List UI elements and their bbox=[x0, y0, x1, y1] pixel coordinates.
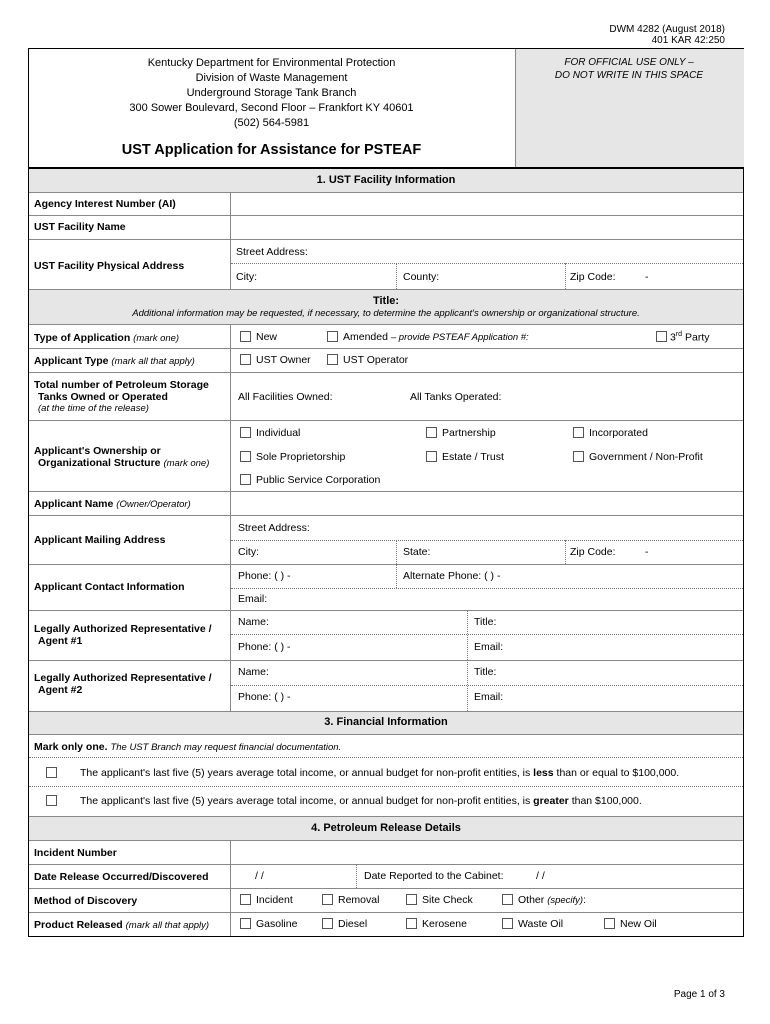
mailing-zip-field[interactable]: Zip Code: bbox=[570, 546, 616, 558]
product-released-label: Product Released (mark all that apply) bbox=[34, 919, 210, 931]
divider bbox=[231, 263, 743, 264]
divider bbox=[29, 610, 743, 611]
official-line: DO NOT WRITE IN THIS SPACE bbox=[554, 70, 704, 81]
date-reported-label: Date Reported to the Cabinet: bbox=[364, 870, 504, 882]
incident-checkbox[interactable] bbox=[240, 894, 251, 905]
section-4-title: 4. Petroleum Release Details bbox=[311, 822, 461, 834]
zip-dash: - bbox=[645, 546, 649, 558]
section-3-title: 3. Financial Information bbox=[324, 716, 448, 728]
applicant-type-label: Applicant Type (mark all that apply) bbox=[34, 355, 195, 367]
all-facilities-owned-field[interactable]: All Facilities Owned: bbox=[238, 391, 333, 403]
new-oil-label: New Oil bbox=[620, 918, 657, 930]
rep2-email-field[interactable]: Email: bbox=[474, 691, 504, 703]
contact-info-label: Applicant Contact Information bbox=[34, 581, 185, 593]
incorporated-label: Incorporated bbox=[589, 427, 648, 439]
gasoline-label: Gasoline bbox=[256, 918, 298, 930]
incident-label: Incident bbox=[256, 894, 293, 906]
form-id bbox=[609, 24, 725, 46]
page-number: Page 1 of 3 bbox=[673, 989, 725, 1000]
divider bbox=[29, 215, 743, 216]
ust-operator-checkbox[interactable] bbox=[327, 354, 338, 365]
date-occurred-label: Date Release Occurred/Discovered bbox=[34, 871, 209, 883]
facility-address-label: UST Facility Physical Address bbox=[34, 260, 185, 272]
email-field[interactable]: Email: bbox=[238, 593, 268, 605]
agency-line: 300 Sower Boulevard, Second Floor – Frankfort KY 40601 bbox=[129, 102, 414, 114]
divider bbox=[29, 372, 743, 373]
incident-number-label: Incident Number bbox=[34, 847, 117, 859]
section-2-title: Title: bbox=[372, 295, 400, 307]
date-reported-field[interactable]: / / bbox=[536, 870, 545, 882]
app-type-label: Type of Application (mark one) bbox=[34, 332, 180, 344]
divider bbox=[29, 888, 743, 889]
waste-oil-checkbox[interactable] bbox=[502, 918, 513, 929]
ai-field[interactable] bbox=[233, 194, 742, 213]
divider bbox=[396, 540, 397, 564]
divider bbox=[565, 263, 566, 289]
divider bbox=[29, 912, 743, 913]
rep2-title-field[interactable]: Title: bbox=[474, 666, 497, 678]
estate-trust-label: Estate / Trust bbox=[442, 451, 504, 463]
divider bbox=[396, 564, 397, 588]
divider bbox=[29, 420, 743, 421]
public-service-checkbox[interactable] bbox=[240, 474, 251, 485]
site-check-checkbox[interactable] bbox=[406, 894, 417, 905]
new-label: New bbox=[256, 331, 278, 343]
ust-operator-label: UST Operator bbox=[343, 354, 409, 366]
other-label: Other (specify): bbox=[518, 894, 587, 906]
divider bbox=[396, 263, 397, 289]
divider bbox=[29, 515, 743, 516]
applicant-name-label: Applicant Name (Owner/Operator) bbox=[34, 498, 191, 510]
income-greater-checkbox[interactable] bbox=[46, 795, 57, 806]
waste-oil-label: Waste Oil bbox=[518, 918, 564, 930]
divider bbox=[29, 757, 743, 758]
individual-checkbox[interactable] bbox=[240, 427, 251, 438]
partnership-label: Partnership bbox=[442, 427, 496, 439]
official-line: FOR OFFICIAL USE ONLY – bbox=[564, 57, 694, 68]
income-less-label: The applicant's last five (5) years average total income, or annual budget for non-profit entities, is less than or equal to $100,000. bbox=[80, 767, 680, 779]
rep1-email-field[interactable]: Email: bbox=[474, 641, 504, 653]
applicant-name-field[interactable] bbox=[233, 493, 742, 513]
method-label: Method of Discovery bbox=[34, 895, 138, 907]
kerosene-label: Kerosene bbox=[422, 918, 467, 930]
diesel-checkbox[interactable] bbox=[322, 918, 333, 929]
divider bbox=[29, 491, 743, 492]
rep2-phone-field[interactable]: Phone: ( ) - bbox=[238, 691, 291, 703]
gasoline-checkbox[interactable] bbox=[240, 918, 251, 929]
divider bbox=[230, 324, 231, 711]
incorporated-checkbox[interactable] bbox=[573, 427, 584, 438]
county-field[interactable]: County: bbox=[403, 271, 440, 283]
zip-field[interactable]: Zip Code: bbox=[570, 271, 616, 283]
government-label: Government / Non-Profit bbox=[589, 451, 703, 463]
individual-label: Individual bbox=[256, 427, 301, 439]
mailing-street-field[interactable]: Street Address: bbox=[238, 522, 310, 534]
divider bbox=[29, 564, 743, 565]
total-tanks-label: Total number of Petroleum Storage Tanks Owned or Operated (at the time of the release) bbox=[34, 379, 209, 414]
partnership-checkbox[interactable] bbox=[426, 427, 437, 438]
facility-name-field[interactable] bbox=[233, 217, 742, 237]
estate-trust-checkbox[interactable] bbox=[426, 451, 437, 462]
rep1-phone-field[interactable]: Phone: ( ) - bbox=[238, 641, 291, 653]
third-party-checkbox[interactable] bbox=[656, 331, 667, 342]
agency-line: Division of Waste Management bbox=[195, 72, 348, 84]
agency-block bbox=[29, 56, 514, 131]
income-less-checkbox[interactable] bbox=[46, 767, 57, 778]
divider bbox=[29, 786, 743, 787]
mailing-state-field[interactable]: State: bbox=[403, 546, 431, 558]
financial-instructions: Mark only one. The UST Branch may request financial documentation. bbox=[34, 741, 342, 753]
divider bbox=[231, 685, 743, 686]
government-checkbox[interactable] bbox=[573, 451, 584, 462]
agency-line: (502) 564-5981 bbox=[233, 117, 310, 129]
official-use-text bbox=[515, 56, 743, 82]
kerosene-checkbox[interactable] bbox=[406, 918, 417, 929]
removal-checkbox[interactable] bbox=[322, 894, 333, 905]
divider bbox=[29, 348, 743, 349]
ownership-label: Applicant's Ownership or Organizational Structure (mark one) bbox=[34, 445, 210, 469]
section-1-title: 1. UST Facility Information bbox=[316, 174, 456, 186]
city-field[interactable]: City: bbox=[236, 271, 257, 283]
mailing-city-field[interactable]: City: bbox=[238, 546, 259, 558]
ai-label: Agency Interest Number (AI) bbox=[34, 198, 176, 210]
amended-checkbox[interactable] bbox=[327, 331, 338, 342]
divider bbox=[29, 239, 743, 240]
divider bbox=[467, 610, 468, 660]
rep2-name-field[interactable]: Name: bbox=[238, 666, 269, 678]
facility-name-label: UST Facility Name bbox=[34, 221, 126, 233]
form-kar: 401 KAR 42:250 bbox=[651, 35, 725, 46]
rep1-label: Legally Authorized Representative / Agent #1 bbox=[34, 623, 212, 647]
date-occurred-field[interactable]: / / bbox=[255, 870, 264, 882]
public-service-label: Public Service Corporation bbox=[256, 474, 381, 486]
incident-number-field[interactable] bbox=[233, 842, 742, 862]
sole-proprietorship-label: Sole Proprietorship bbox=[256, 451, 346, 463]
phone-field[interactable]: Phone: ( ) - bbox=[238, 570, 291, 582]
other-checkbox[interactable] bbox=[502, 894, 513, 905]
divider bbox=[230, 192, 231, 289]
divider bbox=[231, 540, 743, 541]
income-greater-label: The applicant's last five (5) years average total income, or annual budget for non-profit entities, is greater than $100,000. bbox=[80, 795, 642, 807]
divider bbox=[231, 634, 743, 635]
sole-proprietorship-checkbox[interactable] bbox=[240, 451, 251, 462]
alt-phone-field[interactable]: Alternate Phone: ( ) - bbox=[403, 570, 501, 582]
diesel-label: Diesel bbox=[338, 918, 368, 930]
rep2-label: Legally Authorized Representative / Agent #2 bbox=[34, 672, 212, 696]
site-check-label: Site Check bbox=[422, 894, 473, 906]
agency-line: Underground Storage Tank Branch bbox=[186, 87, 357, 99]
rep1-name-field[interactable]: Name: bbox=[238, 616, 269, 628]
divider bbox=[29, 864, 743, 865]
divider bbox=[231, 588, 743, 589]
section-2-note: Additional information may be requested, if necessary, to determine the applicant's ownership or organizational structure. bbox=[132, 308, 640, 319]
divider bbox=[565, 540, 566, 564]
mailing-address-label: Applicant Mailing Address bbox=[34, 534, 166, 546]
ust-owner-label: UST Owner bbox=[256, 354, 311, 366]
divider bbox=[356, 864, 357, 888]
form-title: UST Application for Assistance for PSTEAF bbox=[121, 142, 422, 158]
new-oil-checkbox[interactable] bbox=[604, 918, 615, 929]
all-tanks-operated-field[interactable]: All Tanks Operated: bbox=[410, 391, 502, 403]
agency-line: Kentucky Department for Environmental Protection bbox=[147, 57, 396, 69]
new-checkbox[interactable] bbox=[240, 331, 251, 342]
third-party-label: 3rd Party bbox=[670, 331, 710, 344]
rep1-title-field[interactable]: Title: bbox=[474, 616, 497, 628]
form-code: DWM 4282 (August 2018) bbox=[609, 24, 725, 35]
divider bbox=[29, 660, 743, 661]
amended-label: Amended – provide PSTEAF Application #: bbox=[343, 331, 529, 343]
removal-label: Removal bbox=[338, 894, 380, 906]
street-field[interactable]: Street Address: bbox=[236, 246, 308, 258]
zip-dash: - bbox=[645, 271, 649, 283]
ust-owner-checkbox[interactable] bbox=[240, 354, 251, 365]
